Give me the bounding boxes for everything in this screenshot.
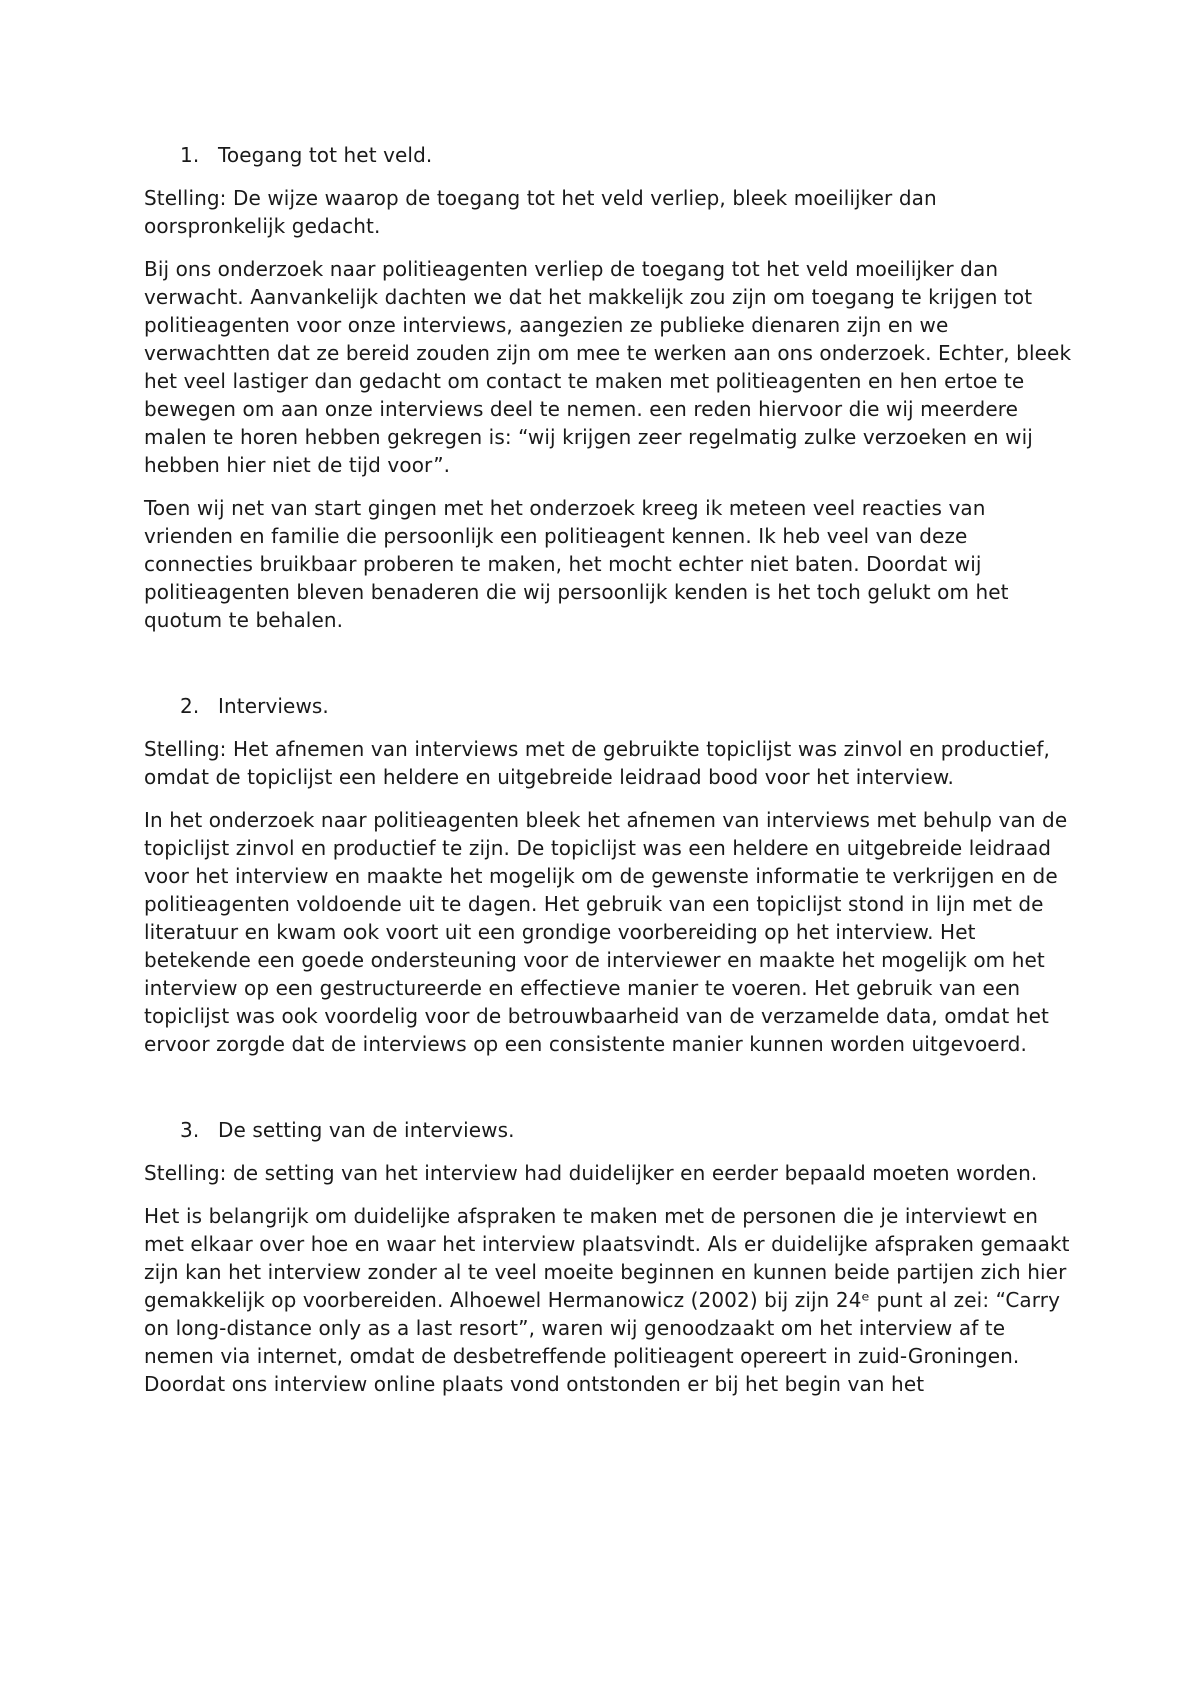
section-title: Toegang tot het veld. — [218, 143, 433, 167]
section-interviews — [144, 692, 1074, 1058]
section-heading — [144, 141, 1074, 169]
document-body — [144, 141, 1074, 1413]
section-title: Interviews. — [218, 694, 329, 718]
body-paragraph: Het is belangrijk om duidelijke afspraken te maken met de personen die je interviewt en met elkaar over hoe en waar het interview plaatsvindt. Als er duidelijke afspraken gemaakt zijn kan het interview zonder al te veel moeite beginnen en kunnen beide partijen zich hier gemakkelijk op voorbereiden. Alhoewel Hermanowicz (2002) bij zijn 24ᵉ punt al zei: “Carry on long-distance only as a last resort”, waren wij genoodzaakt om het interview af te nemen via internet, omdat de desbetreffende politieagent opereert in zuid-Groningen. Doordat ons interview online plaats vond ontstonden er bij het begin van het — [144, 1204, 1070, 1396]
section-statement: Stelling: de setting van het interview had duidelijker en eerder bepaald moeten worden. — [144, 1161, 1038, 1185]
body-paragraph: In het onderzoek naar politieagenten bleek het afnemen van interviews met behulp van de topiclijst zinvol en productief te zijn. De topiclijst was een heldere en uitgebreide leidraad voor het interview en maakte het mogelijk om de gewenste informatie te verkrijgen en de politieagenten voldoende uit te dagen. Het gebruik van een topiclijst stond in lijn met de literatuur en kwam ook voort uit een grondige voorbereiding op het interview. Het betekende een goede ondersteuning voor de interviewer en maakte het mogelijk om het interview op een gestructureerde en effectieve manier te voeren. Het gebruik van een topiclijst was ook voordelig voor de betrouwbaarheid van de verzamelde data, omdat het ervoor zorgde dat de interviews op een consistente manier kunnen worden uitgevoerd. — [144, 808, 1068, 1056]
section-heading — [144, 692, 1074, 720]
section-interview-setting — [144, 1116, 1074, 1398]
section-spacer — [144, 649, 1074, 692]
section-number: 2. — [180, 694, 200, 718]
section-statement: Stelling: De wijze waarop de toegang tot het veld verliep, bleek moeilijker dan oorspronkelijk gedacht. — [144, 186, 937, 238]
section-number: 1. — [180, 143, 200, 167]
body-paragraph: Bij ons onderzoek naar politieagenten verliep de toegang tot het veld moeilijker dan verwacht. Aanvankelijk dachten we dat het makkelijk zou zijn om toegang te krijgen tot politieagenten voor onze interviews, aangezien ze publieke dienaren zijn en we verwachtten dat ze bereid zouden zijn om mee te werken aan ons onderzoek. Echter, bleek het veel lastiger dan gedacht om contact te maken met politieagenten en hen ertoe te bewegen om aan onze interviews deel te nemen. een reden hiervoor die wij meerdere malen te horen hebben gekregen is: “wij krijgen zeer regelmatig zulke verzoeken en wij hebben hier niet de tijd voor”. — [144, 257, 1072, 477]
section-access-to-field — [144, 141, 1074, 634]
section-number: 3. — [180, 1118, 200, 1142]
section-statement: Stelling: Het afnemen van interviews met de gebruikte topiclijst was zinvol en productief, omdat de topiclijst een heldere en uitgebreide leidraad bood voor het interview. — [144, 737, 1051, 789]
section-title: De setting van de interviews. — [218, 1118, 515, 1142]
section-heading — [144, 1116, 1074, 1144]
section-spacer — [144, 1073, 1074, 1116]
body-paragraph: Toen wij net van start gingen met het onderzoek kreeg ik meteen veel reacties van vrienden en familie die persoonlijk een politieagent kennen. Ik heb veel van deze connecties bruikbaar proberen te maken, het mocht echter niet baten. Doordat wij politieagenten bleven benaderen die wij persoonlijk kenden is het toch gelukt om het quotum te behalen. — [144, 496, 1009, 632]
